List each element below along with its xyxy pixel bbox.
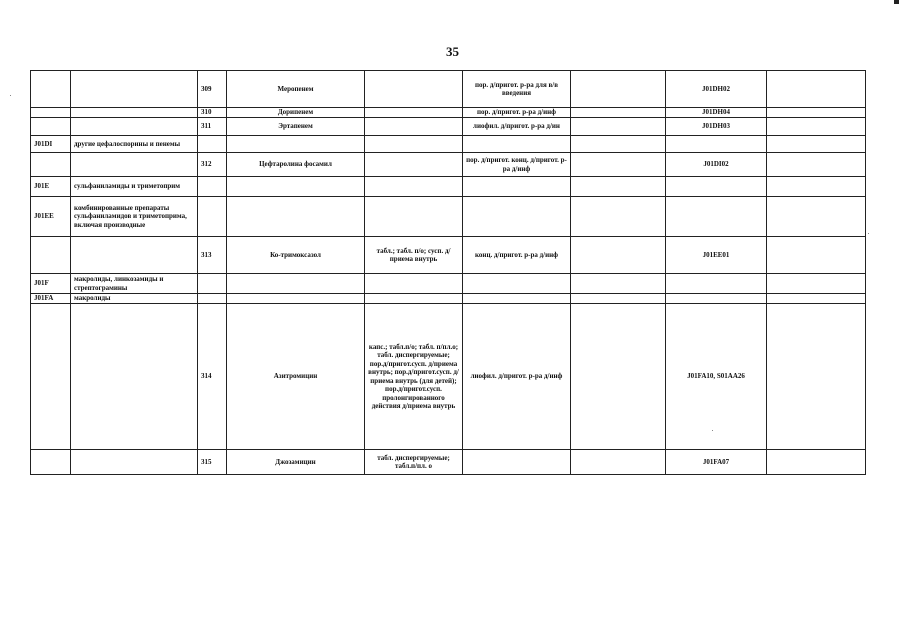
injection-form-cell <box>463 197 571 237</box>
drug-name-cell <box>227 197 365 237</box>
injection-form-cell <box>463 294 571 304</box>
group-name-cell <box>71 71 198 108</box>
drug-table <box>30 70 866 475</box>
drug-name-cell <box>227 274 365 294</box>
atc-full-code-cell: J01DH04 <box>666 108 767 118</box>
table-row <box>31 153 866 177</box>
note-cell <box>767 274 866 294</box>
note-cell <box>767 294 866 304</box>
injection-form-cell <box>463 136 571 153</box>
group-name-cell: макролиды, линкозамиды и стрептограмины <box>71 274 198 294</box>
atc-code-cell <box>31 153 71 177</box>
group-name-cell: комбинированные препараты сульфаниламидов и триметоприма, включая производные <box>71 197 198 237</box>
note-cell <box>767 71 866 108</box>
scan-speck <box>10 95 11 96</box>
oral-form-cell <box>365 71 463 108</box>
table-row <box>31 304 866 450</box>
row-number-cell: 314 <box>198 304 227 450</box>
atc-full-code-cell: J01DI02 <box>666 153 767 177</box>
other-form-cell <box>571 304 666 450</box>
drug-name-cell: Азитромицин <box>227 304 365 450</box>
atc-code-cell: J01F <box>31 274 71 294</box>
other-form-cell <box>571 294 666 304</box>
atc-full-code-cell <box>666 294 767 304</box>
row-number-cell: 309 <box>198 71 227 108</box>
group-name-cell: макролиды <box>71 294 198 304</box>
other-form-cell <box>571 136 666 153</box>
oral-form-cell <box>365 177 463 197</box>
group-name-cell <box>71 118 198 136</box>
atc-full-code-cell <box>666 274 767 294</box>
drug-name-cell: Меропенем <box>227 71 365 108</box>
oral-form-cell: капс.; табл.п/о; табл. п/пл.о; табл. диспергируемые; пор.д/пригот.сусп. д/приема внутрь; пор.д/пригот.сусп. д/приема внутрь (для детей); пор.д/пригот.сусп. пролонгированного действия д/приема внутрь <box>365 304 463 450</box>
row-number-cell: 312 <box>198 153 227 177</box>
scan-speck <box>868 233 869 234</box>
note-cell <box>767 118 866 136</box>
page-number: 35 <box>446 44 459 59</box>
drug-name-cell: Дорипенем <box>227 108 365 118</box>
injection-form-cell: конц. д/пригот. р-ра д/инф <box>463 237 571 274</box>
group-name-cell <box>71 450 198 475</box>
atc-code-cell <box>31 237 71 274</box>
oral-form-cell: табл.; табл. п/о; сусп. д/приема внутрь <box>365 237 463 274</box>
other-form-cell <box>571 71 666 108</box>
injection-form-cell <box>463 177 571 197</box>
other-form-cell <box>571 274 666 294</box>
drug-name-cell <box>227 136 365 153</box>
atc-code-cell: J01DI <box>31 136 71 153</box>
row-number-cell: 311 <box>198 118 227 136</box>
group-name-cell <box>71 108 198 118</box>
drug-table-body <box>31 71 866 475</box>
note-cell <box>767 197 866 237</box>
injection-form-cell: пор. д/пригот. р-ра д/инф <box>463 108 571 118</box>
drug-name-cell <box>227 294 365 304</box>
atc-code-cell <box>31 118 71 136</box>
table-row <box>31 71 866 108</box>
group-name-cell <box>71 304 198 450</box>
injection-form-cell: лиофил. д/пригот. р-ра д/инф <box>463 304 571 450</box>
other-form-cell <box>571 153 666 177</box>
atc-code-cell: J01E <box>31 177 71 197</box>
injection-form-cell: пор. д/пригот. конц. д/пригот. р-ра д/инф <box>463 153 571 177</box>
drug-name-cell: Эртапенем <box>227 118 365 136</box>
atc-code-cell <box>31 71 71 108</box>
scan-corner-mark <box>894 0 899 4</box>
table-row <box>31 450 866 475</box>
row-number-cell <box>198 177 227 197</box>
row-number-cell: 313 <box>198 237 227 274</box>
injection-form-cell: пор. д/пригот. р-ра для в/в введения <box>463 71 571 108</box>
table-row <box>31 197 866 237</box>
row-number-cell <box>198 274 227 294</box>
atc-code-cell <box>31 108 71 118</box>
table-row <box>31 237 866 274</box>
other-form-cell <box>571 108 666 118</box>
atc-full-code-cell: J01DH03 <box>666 118 767 136</box>
atc-full-code-cell <box>666 197 767 237</box>
note-cell <box>767 237 866 274</box>
injection-form-cell: лиофил. д/пригот. р-ра д/ин <box>463 118 571 136</box>
row-number-cell <box>198 294 227 304</box>
atc-code-cell <box>31 304 71 450</box>
note-cell <box>767 153 866 177</box>
oral-form-cell <box>365 118 463 136</box>
atc-code-cell <box>31 450 71 475</box>
row-number-cell: 310 <box>198 108 227 118</box>
row-number-cell: 315 <box>198 450 227 475</box>
group-name-cell: сульфаниламиды и триметоприм <box>71 177 198 197</box>
table-row <box>31 294 866 304</box>
drug-name-cell <box>227 177 365 197</box>
injection-form-cell <box>463 450 571 475</box>
other-form-cell <box>571 197 666 237</box>
group-name-cell: другие цефалоспорины и пенемы <box>71 136 198 153</box>
atc-full-code-cell: J01DH02 <box>666 71 767 108</box>
note-cell <box>767 108 866 118</box>
oral-form-cell <box>365 274 463 294</box>
atc-full-code-cell <box>666 136 767 153</box>
drug-name-cell: Ко-тримоксазол <box>227 237 365 274</box>
note-cell <box>767 450 866 475</box>
atc-full-code-cell <box>666 177 767 197</box>
table-row <box>31 118 866 136</box>
oral-form-cell: табл. диспергируемые; табл.п/пл. о <box>365 450 463 475</box>
note-cell <box>767 136 866 153</box>
drug-name-cell: Джозамицин <box>227 450 365 475</box>
note-cell <box>767 304 866 450</box>
oral-form-cell <box>365 108 463 118</box>
group-name-cell <box>71 237 198 274</box>
other-form-cell <box>571 237 666 274</box>
table-row <box>31 177 866 197</box>
atc-code-cell: J01FA <box>31 294 71 304</box>
drug-name-cell: Цефтаролина фосамил <box>227 153 365 177</box>
other-form-cell <box>571 118 666 136</box>
atc-code-cell: J01EE <box>31 197 71 237</box>
table-row <box>31 108 866 118</box>
oral-form-cell <box>365 136 463 153</box>
oral-form-cell <box>365 153 463 177</box>
atc-full-code-cell: J01EE01 <box>666 237 767 274</box>
atc-full-code-cell: J01FA10, S01AA26 <box>666 304 767 450</box>
oral-form-cell <box>365 197 463 237</box>
row-number-cell <box>198 136 227 153</box>
oral-form-cell <box>365 294 463 304</box>
row-number-cell <box>198 197 227 237</box>
other-form-cell <box>571 450 666 475</box>
table-row <box>31 274 866 294</box>
note-cell <box>767 177 866 197</box>
table-row <box>31 136 866 153</box>
group-name-cell <box>71 153 198 177</box>
other-form-cell <box>571 177 666 197</box>
injection-form-cell <box>463 274 571 294</box>
atc-full-code-cell: J01FA07 <box>666 450 767 475</box>
